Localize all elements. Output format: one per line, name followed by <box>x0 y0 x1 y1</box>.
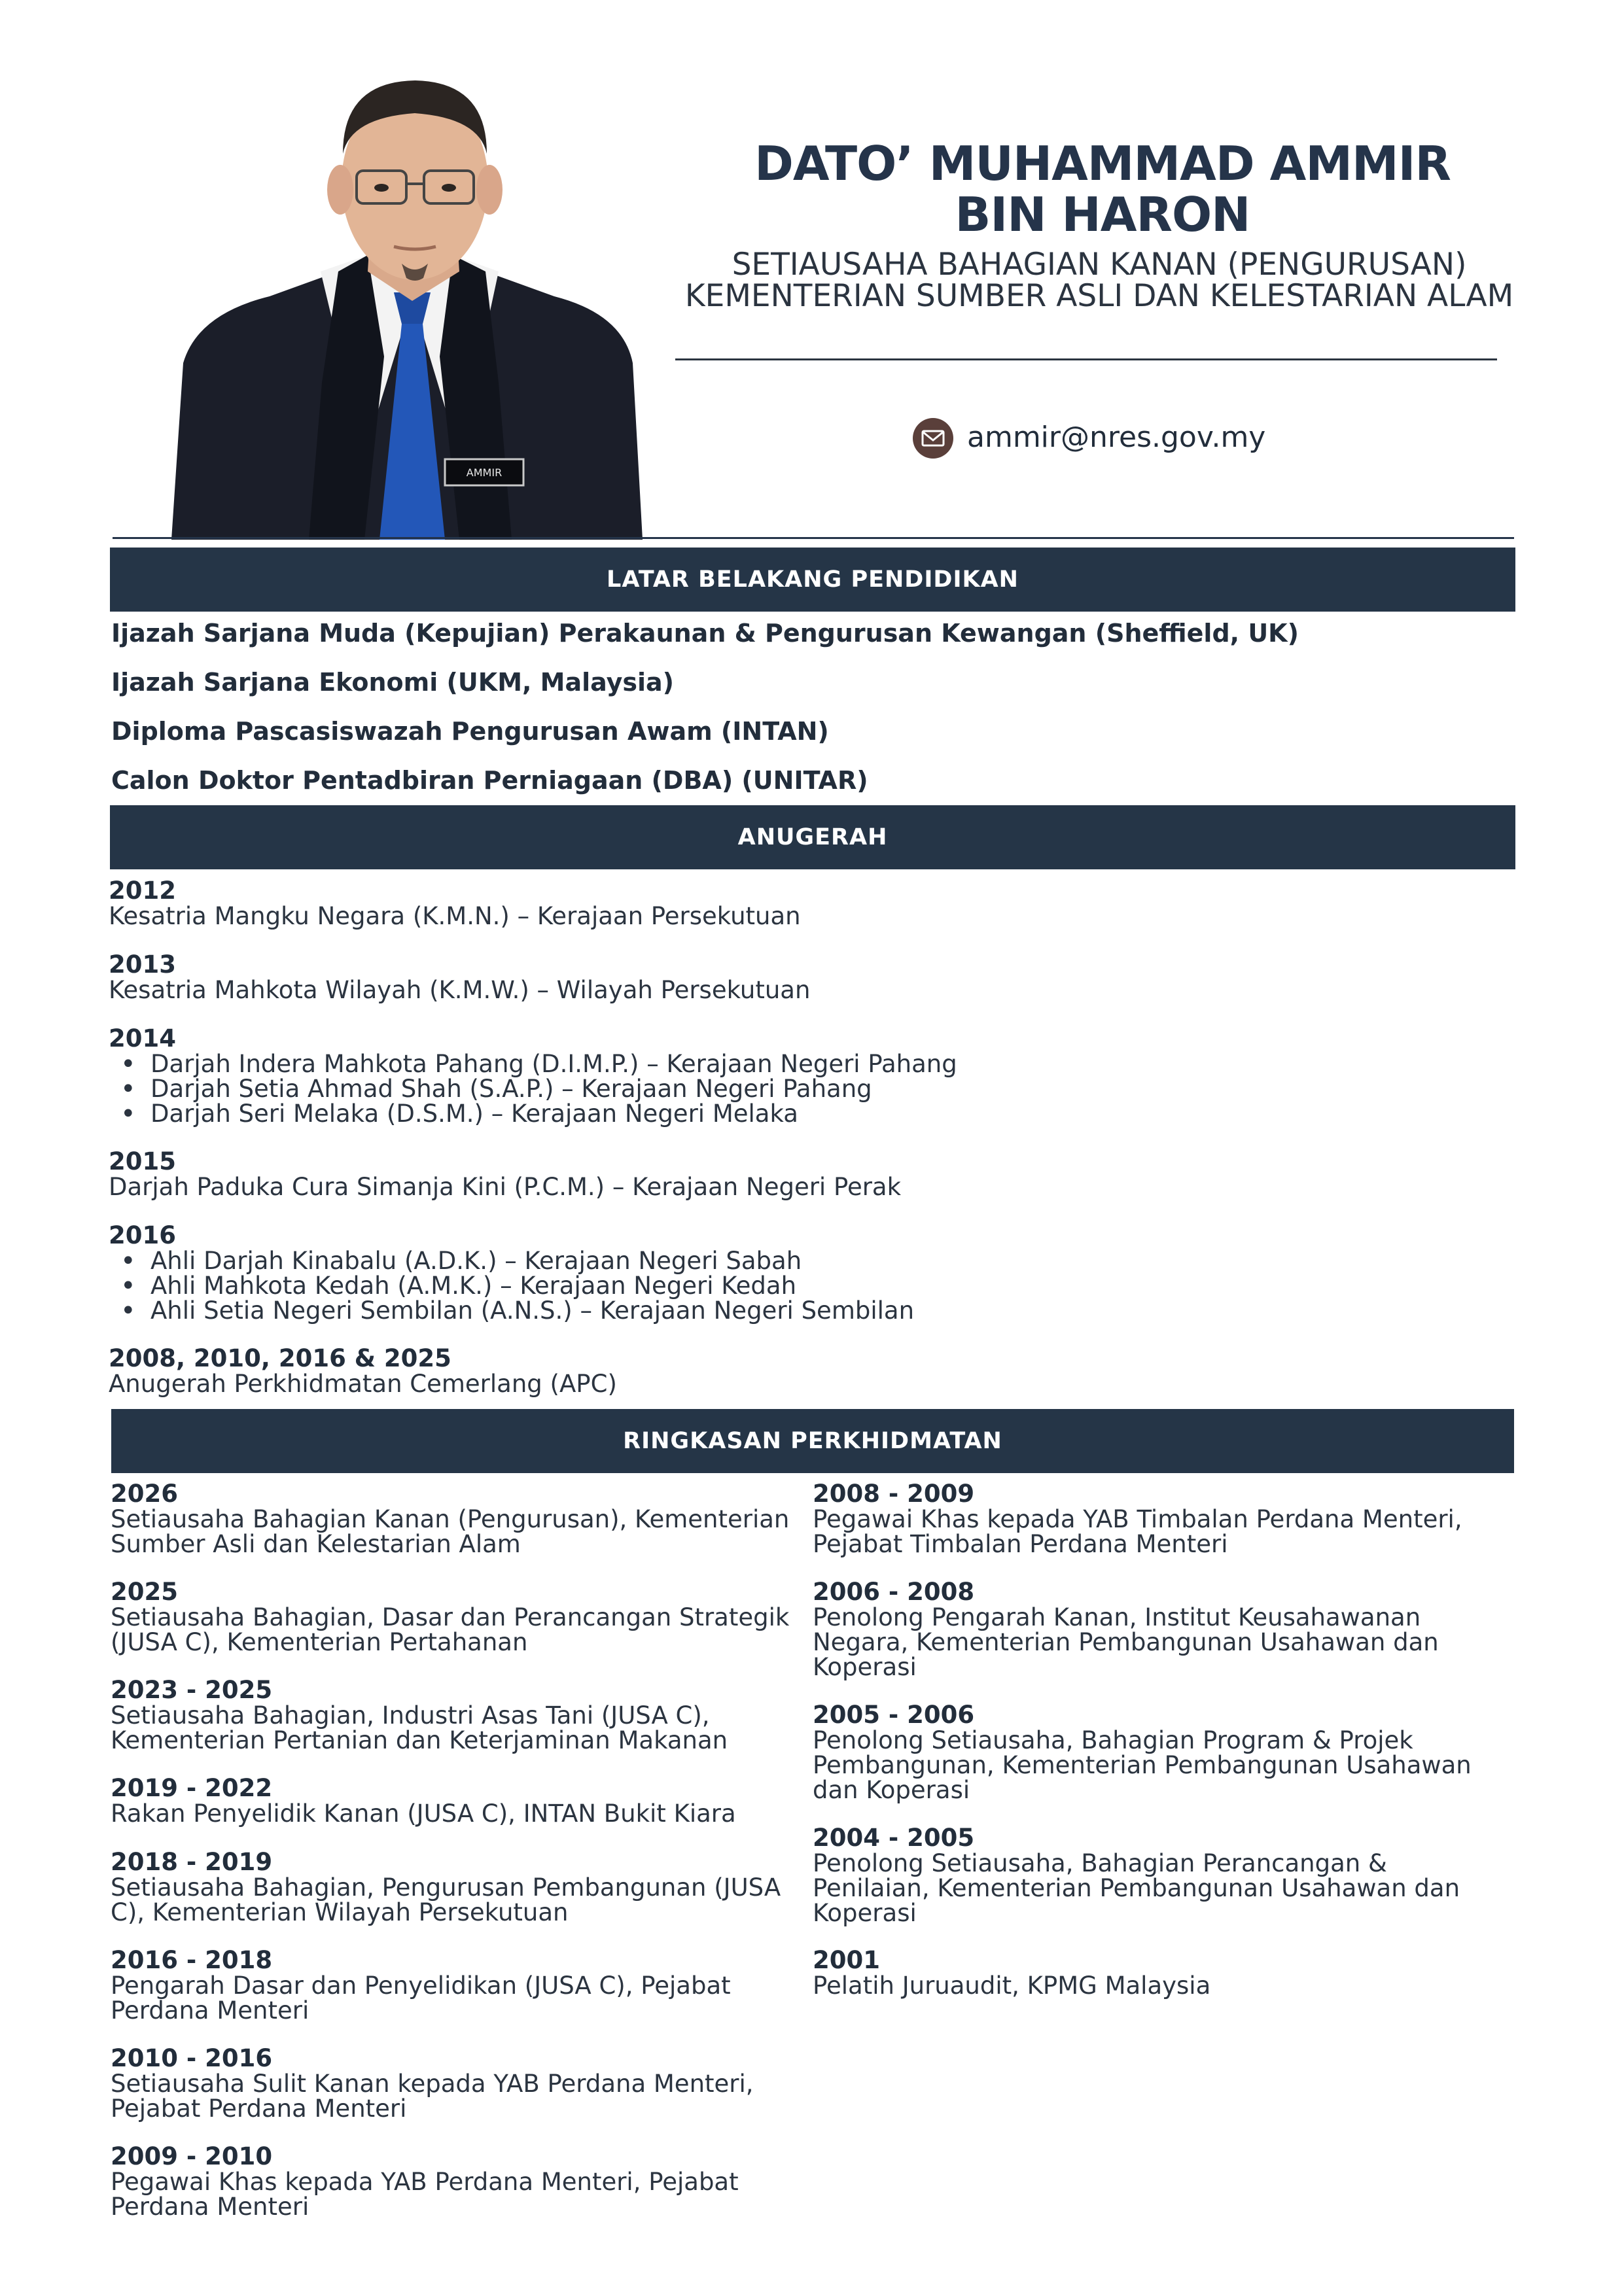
profile-portrait <box>171 56 643 540</box>
award-text: Kesatria Mangku Negara (K.M.N.) – Kerajaan Persekutuan <box>109 902 801 930</box>
award-list-item: • Darjah Setia Ahmad Shah (S.A.P.) – Kerajaan Negeri Pahang <box>109 1077 957 1102</box>
service-period: 2006 - 2008 <box>813 1578 975 1606</box>
title-divider <box>675 358 1497 360</box>
service-period: 2018 - 2019 <box>111 1848 273 1876</box>
service-entry <box>111 2045 791 2121</box>
service-entry <box>111 1677 791 1753</box>
service-entry <box>111 1849 791 1925</box>
mail-icon <box>913 418 953 459</box>
email-link[interactable]: ammir@nres.gov.my <box>967 421 1266 454</box>
service-period: 2009 - 2010 <box>111 2142 273 2170</box>
award-text: Darjah Paduka Cura Simanja Kini (P.C.M.) – Kerajaan Negeri Perak <box>109 1173 902 1201</box>
service-entry <box>813 1947 1493 1998</box>
section-header-awards: ANUGERAH <box>110 805 1515 869</box>
service-period: 2008 - 2009 <box>813 1480 975 1508</box>
service-entry <box>813 1579 1493 1680</box>
service-period: 2005 - 2006 <box>813 1701 975 1729</box>
service-entry <box>813 1702 1493 1803</box>
name-tag-text: AMMIR <box>466 466 503 479</box>
award-year: 2014 <box>109 1024 176 1052</box>
position-title: SETIAUSAHA BAHAGIAN KANAN (PENGURUSAN) <box>732 247 1467 283</box>
education-item: Ijazah Sarjana Ekonomi (UKM, Malaysia) <box>111 668 675 697</box>
service-period: 2016 - 2018 <box>111 1946 273 1974</box>
award-list-item: • Darjah Seri Melaka (D.S.M.) – Kerajaan Negeri Melaka <box>109 1102 957 1126</box>
award-year: 2015 <box>109 1147 176 1175</box>
service-text: Setiausaha Bahagian, Industri Asas Tani (JUSA C), Kementerian Pertanian dan Keterjaminan Makanan <box>111 1701 728 1754</box>
service-entry <box>111 1481 791 1557</box>
service-entry <box>111 1775 791 1826</box>
award-entry <box>109 1223 914 1323</box>
service-period: 2025 <box>111 1578 178 1606</box>
education-item: Calon Doktor Pentadbiran Perniagaan (DBA) (UNITAR) <box>111 766 868 795</box>
service-text: Penolong Pengarah Kanan, Institut Keusahawanan Negara, Kementerian Pembangunan Usahawan dan Koperasi <box>813 1603 1439 1681</box>
service-entry <box>813 1825 1493 1926</box>
education-item: Ijazah Sarjana Muda (Kepujian) Perakaunan & Pengurusan Kewangan (Sheffield, UK) <box>111 619 1299 648</box>
award-year: 2016 <box>109 1221 176 1249</box>
section-header-education: LATAR BELAKANG PENDIDIKAN <box>110 548 1515 612</box>
service-entry <box>111 2144 791 2219</box>
service-text: Penolong Setiausaha, Bahagian Program & Projek Pembangunan, Kementerian Pembangunan Usahawan dan Koperasi <box>813 1726 1472 1804</box>
service-period: 2004 - 2005 <box>813 1824 975 1852</box>
award-text: Anugerah Perkhidmatan Cemerlang (APC) <box>109 1370 617 1398</box>
award-year: 2013 <box>109 950 176 979</box>
award-entry <box>109 952 810 1003</box>
award-list <box>109 1052 957 1126</box>
education-item: Diploma Pascasiswazah Pengurusan Awam (INTAN) <box>111 717 829 746</box>
service-text: Setiausaha Bahagian, Dasar dan Perancangan Strategik (JUSA C), Kementerian Pertahanan <box>111 1603 790 1656</box>
award-entry <box>109 1026 957 1126</box>
service-entry <box>111 1947 791 2023</box>
service-text: Setiausaha Bahagian, Pengurusan Pembangunan (JUSA C), Kementerian Wilayah Persekutuan <box>111 1873 781 1926</box>
service-entry <box>111 1579 791 1655</box>
service-text: Penolong Setiausaha, Bahagian Perancangan & Penilaian, Kementerian Pembangunan Usahawan dan Koperasi <box>813 1849 1460 1927</box>
award-list-item: • Ahli Setia Negeri Sembilan (A.N.S.) – Kerajaan Negeri Sembilan <box>109 1298 914 1323</box>
service-text: Setiausaha Bahagian Kanan (Pengurusan), Kementerian Sumber Asli dan Kelestarian Alam <box>111 1505 790 1558</box>
award-list-item: • Ahli Darjah Kinabalu (A.D.K.) – Kerajaan Negeri Sabah <box>109 1249 914 1274</box>
award-entry <box>109 878 801 929</box>
award-text: Kesatria Mahkota Wilayah (K.M.W.) – Wilayah Persekutuan <box>109 976 811 1004</box>
service-text: Pelatih Juruaudit, KPMG Malaysia <box>813 1972 1211 2000</box>
ministry-name: KEMENTERIAN SUMBER ASLI DAN KELESTARIAN ALAM <box>684 278 1514 314</box>
service-period: 2023 - 2025 <box>111 1676 273 1704</box>
service-text: Pengarah Dasar dan Penyelidikan (JUSA C), Pejabat Perdana Menteri <box>111 1972 731 2025</box>
award-list-item: • Ahli Mahkota Kedah (A.M.K.) – Kerajaan Negeri Kedah <box>109 1274 914 1298</box>
service-text: Setiausaha Sulit Kanan kepada YAB Perdana Menteri, Pejabat Perdana Menteri <box>111 2070 754 2123</box>
service-period: 2019 - 2022 <box>111 1774 273 1802</box>
header-divider <box>113 537 1514 539</box>
service-period: 2026 <box>111 1480 178 1508</box>
service-period: 2010 - 2016 <box>111 2044 273 2072</box>
award-year: 2012 <box>109 877 176 905</box>
award-entry <box>109 1346 617 1397</box>
service-text: Pegawai Khas kepada YAB Timbalan Perdana Menteri, Pejabat Timbalan Perdana Menteri <box>813 1505 1462 1558</box>
award-year: 2008, 2010, 2016 & 2025 <box>109 1344 451 1372</box>
service-text: Pegawai Khas kepada YAB Perdana Menteri, Pejabat Perdana Menteri <box>111 2168 739 2221</box>
full-name-line-1: DATO’ MUHAMMAD AMMIR <box>754 136 1451 191</box>
award-entry <box>109 1149 901 1200</box>
award-list <box>109 1249 914 1323</box>
service-period: 2001 <box>813 1946 880 1974</box>
section-header-service: RINGKASAN PERKHIDMATAN <box>111 1409 1514 1473</box>
full-name-line-2: BIN HARON <box>955 187 1250 242</box>
service-text: Rakan Penyelidik Kanan (JUSA C), INTAN Bukit Kiara <box>111 1800 736 1828</box>
award-list-item: • Darjah Indera Mahkota Pahang (D.I.M.P.) – Kerajaan Negeri Pahang <box>109 1052 957 1077</box>
service-entry <box>813 1481 1493 1557</box>
